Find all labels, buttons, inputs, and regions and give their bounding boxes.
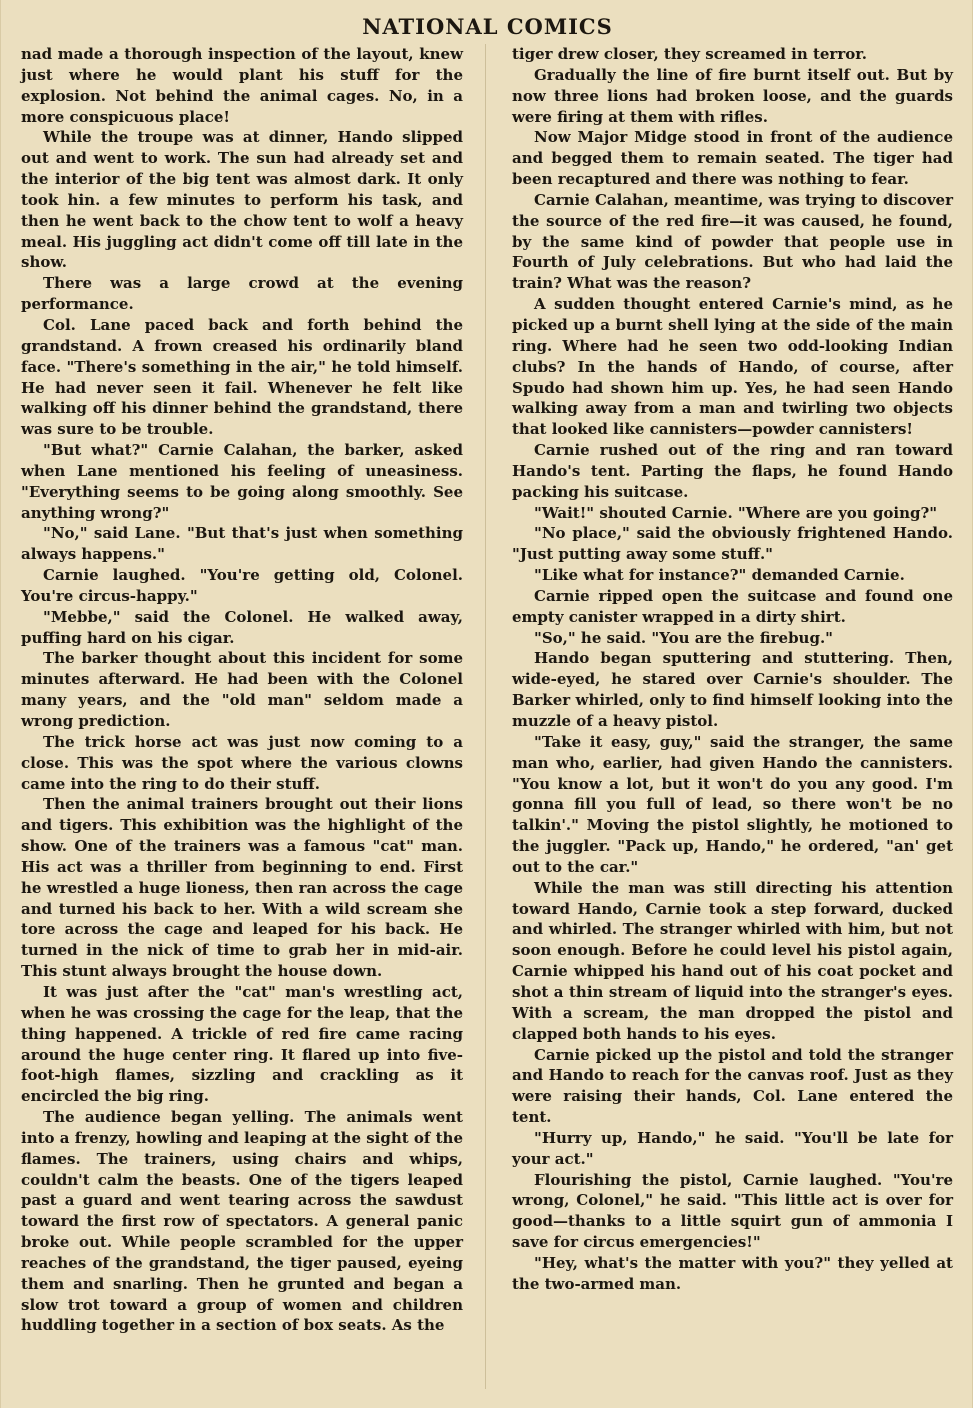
paragraph: Then the animal trainers brought out their lions and tigers. This exhibition was the highlight of the show. One of the trainers was a famous "cat" man. His act was a thriller from beginning to end. First he wrestled a huge lioness, then ran across the cage and turned his back to her. With a wild scream she tore across the cage and leaped for his back. He turned in the nick of time to grab her in mid-air. This stunt always brought the house down.: [21, 795, 463, 981]
paragraph: The barker thought about this incident for some minutes afterward. He had been with the Colonel many years, and the "old man" seldom made a wrong prediction.: [21, 649, 463, 730]
paragraph: The trick horse act was just now coming to a close. This was the spot where the various clowns came into the ring to do their stuff.: [21, 732, 463, 793]
paragraph: Col. Lane paced back and forth behind the grandstand. A frown creased his ordinarily bland face. "There's something in the air," he told himself. He had never seen it fail. Whenever he felt like walking off his dinner behind the grandstand, there was sure to be trouble.: [21, 315, 463, 439]
paragraph: nad made a thorough inspection of the layout, knew just where he would plant his stuff for the explosion. Not behind the animal cages. No, in a more conspicuous place!: [21, 45, 463, 126]
paragraph: The audience began yelling. The animals went into a frenzy, howling and leaping at the sight of the flames. The trainers, using chairs and whips, couldn't calm the beasts. One of the tigers leaped past a guard and went tearing across the sawdust toward the first row of spectators. A general panic broke out. While people scrambled for the upper reaches of the grandstand, the tiger paused, eyeing them and snarling. Then he grunted and began a slow trot toward a group of women and children huddling together in a section of box seats. As the: [21, 1108, 463, 1335]
paragraph: It was just after the "cat" man's wrestling act, when he was crossing the cage for the leap, that the thing happened. A trickle of red fire came racing around the huge center ring. It flared up into five-foot-high flames, sizzling and crackling as it encircled the big ring.: [21, 982, 463, 1106]
paragraph: Now Major Midge stood in front of the audience and begged them to remain seated. The tiger had been recaptured and there was nothing to fear.: [512, 128, 953, 189]
paragraph: tiger drew closer, they screamed in terror.: [512, 45, 867, 63]
paragraph: "Wait!" shouted Carnie. "Where are you going?": [534, 503, 938, 522]
column-divider: [485, 44, 486, 1389]
paragraph: Carnie picked up the pistol and told the stranger and Hando to reach for the canvas roof. Just as they were raising their hands, Col. Lane entered the tent.: [512, 1045, 953, 1127]
paragraph: Carnie rushed out of the ring and ran toward Hando's tent. Parting the flaps, he found Hando packing his suitcase.: [512, 441, 953, 501]
paragraph: "No," said Lane. "But that's just when something always happens.": [21, 524, 463, 564]
paragraph: "Hey, what's the matter with you?" they yelled at the two-armed man.: [512, 1253, 953, 1293]
paragraph: "No place," said the obviously frightened Hando. "Just putting away some stuff.": [512, 524, 953, 564]
paragraph: While the man was still directing his attention toward Hando, Carnie took a step forward, ducked and whirled. The stranger whirled with him, but not soon enough. Before he could level his pistol again, Carnie whipped his hand out of his coat pocket and shot a thin stream of liquid into the stranger's eyes. With a scream, the man dropped the pistol and clapped both hands to his eyes.: [512, 878, 953, 1043]
page-header-title: NATIONAL COMICS: [362, 14, 613, 39]
paragraph: "But what?" Carnie Calahan, the barker, asked when Lane mentioned his feeling of uneasiness. "Everything seems to be going along smoothly. See anything wrong?": [21, 441, 463, 522]
paragraph: "Mebbe," said the Colonel. He walked away, puffing hard on his cigar.: [21, 607, 463, 647]
paragraph: Carnie ripped open the suitcase and found one empty canister wrapped in a dirty shirt.: [512, 586, 953, 626]
right-text-column: [512, 44, 953, 1295]
paragraph: Flourishing the pistol, Carnie laughed. "You're wrong, Colonel," he said. "This little act is over for good—thanks to a little squirt gun of ammonia I save for circus emergencies!": [512, 1170, 953, 1252]
paragraph: While the troupe was at dinner, Hando slipped out and went to work. The sun had already set and the interior of the big tent was almost dark. It only took hin. a few minutes to perform his task, and then he went back to the chow tent to wolf a heavy meal. His juggling act didn't come off till late in the show.: [21, 128, 463, 272]
paragraph: A sudden thought entered Carnie's mind, as he picked up a burnt shell lying at the side of the main ring. Where had he seen two odd-looking Indian clubs? In the hands of Hando, of course, after Spudo had shown him up. Yes, he had seen Hando walking away from a man and twirling two objects that looked like cannisters—powder cannisters!: [512, 295, 953, 439]
paragraph: "Hurry up, Hando," he said. "You'll be late for your act.": [512, 1128, 953, 1168]
paragraph: Carnie Calahan, meantime, was trying to discover the source of the red fire—it was caused, he found, by the same kind of powder that people use in Fourth of July celebrations. But who had laid the train? What was the reason?: [512, 190, 953, 293]
paragraph: "Take it easy, guy," said the stranger, the same man who, earlier, had given Hando the cannisters. "You know a lot, but it won't do you any good. I'm gonna fill you full of lead, so there won't be no talkin'." Moving the pistol slightly, he motioned to the juggler. "Pack up, Hando," he ordered, "an' get out to the car.": [512, 732, 953, 876]
left-text-column: [21, 44, 463, 1336]
paragraph: "So," he said. "You are the firebug.": [534, 628, 833, 647]
paragraph: "Like what for instance?" demanded Carnie.: [534, 566, 905, 585]
paragraph: Carnie laughed. "You're getting old, Colonel. You're circus-happy.": [21, 566, 463, 605]
paragraph: Gradually the line of fire burnt itself out. But by now three lions had broken loose, and the guards were firing at them with rifles.: [512, 65, 953, 126]
paragraph: There was a large crowd at the evening performance.: [21, 274, 463, 314]
paragraph: Hando began sputtering and stuttering. Then, wide-eyed, he stared over Carnie's shoulder. The Barker whirled, only to find himself looking into the muzzle of a heavy pistol.: [512, 649, 953, 730]
